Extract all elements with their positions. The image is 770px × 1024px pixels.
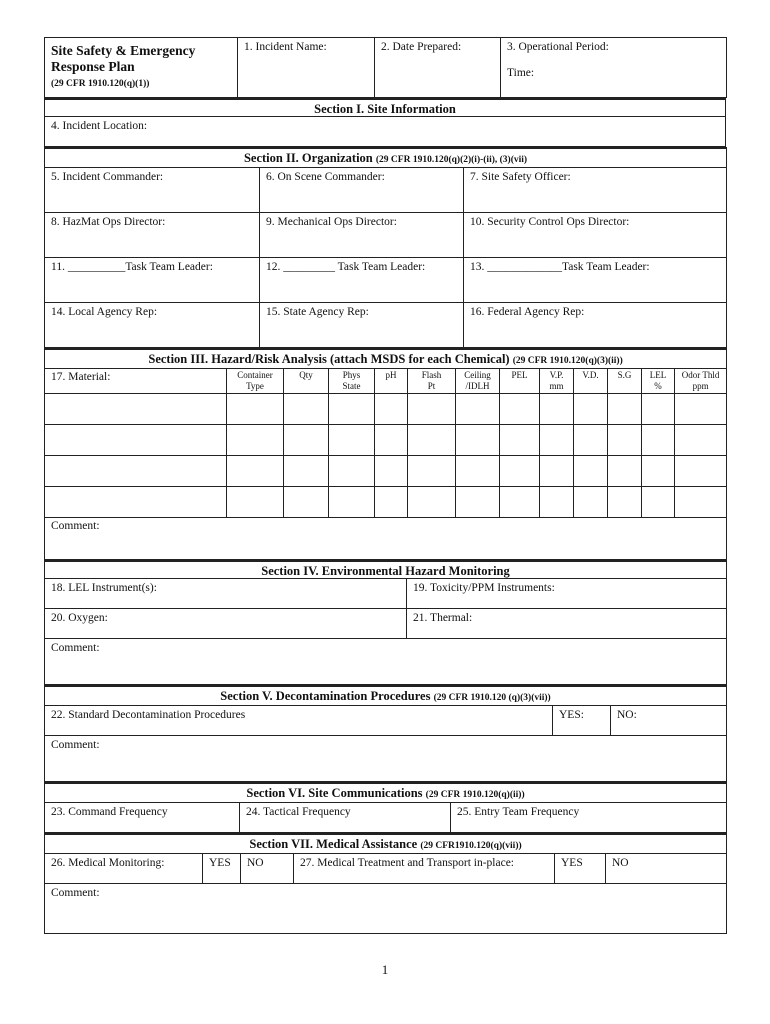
section-4-comment-field[interactable] [45, 639, 727, 685]
decon-no-label: NO: [617, 709, 637, 721]
section-5-comment-field[interactable] [45, 736, 727, 782]
mechanical-ops-director-label: 9. Mechanical Ops Director: [266, 216, 397, 228]
material-label: 17. Material: [45, 369, 227, 394]
form-title: Site Safety & Emergency Response Plan [51, 43, 196, 74]
monitoring-yes-checkbox[interactable] [203, 854, 241, 884]
col-qty: Qty [284, 369, 329, 394]
security-control-ops-director-label: 10. Security Control Ops Director: [470, 216, 630, 228]
col-lel-percent: LEL % [642, 369, 675, 394]
task-team-leader-12-field[interactable] [260, 258, 464, 303]
on-scene-commander-field[interactable] [260, 168, 464, 213]
medical-treatment-label: 27. Medical Treatment and Transport in-place: [300, 857, 514, 869]
treatment-yes-label: YES [561, 857, 583, 869]
section-2-table [44, 147, 727, 348]
incident-commander-field[interactable] [45, 168, 260, 213]
standard-decon-label: 22. Standard Decontamination Procedures [51, 709, 246, 721]
section-5-comment-label: Comment: [51, 739, 100, 751]
section-4-table [44, 560, 727, 685]
treatment-no-checkbox[interactable] [606, 854, 727, 884]
monitoring-no-checkbox[interactable] [241, 854, 294, 884]
decon-yes-checkbox[interactable] [553, 706, 611, 736]
section-6-citation: (29 CFR 1910.120(q)(ii)) [425, 790, 525, 800]
form-title-citation: (29 CFR 1910.120(q)(1)) [51, 79, 150, 89]
col-flash-pt: Flash Pt [408, 369, 456, 394]
incident-location-field[interactable] [45, 117, 726, 147]
tactical-frequency-field[interactable] [240, 803, 451, 833]
date-prepared-field[interactable] [375, 38, 501, 98]
material-row[interactable] [45, 487, 727, 518]
incident-commander-label: 5. Incident Commander: [51, 171, 164, 183]
thermal-field[interactable] [407, 609, 727, 639]
col-pel: PEL [500, 369, 540, 394]
task-team-leader-13-label: 13. _____________Task Team Leader: [470, 261, 650, 273]
section-4-comment-label: Comment: [51, 642, 100, 654]
state-agency-rep-label: 15. State Agency Rep: [266, 306, 369, 318]
oxygen-label: 20. Oxygen: [51, 612, 108, 624]
monitoring-no-label: NO [247, 857, 264, 869]
security-control-ops-director-field[interactable] [464, 213, 727, 258]
task-team-leader-12-label: 12. _________ Task Team Leader: [266, 261, 426, 273]
incident-location-label: 4. Incident Location: [51, 120, 148, 132]
task-team-leader-11-label: 11. __________Task Team Leader: [51, 261, 213, 273]
state-agency-rep-field[interactable] [260, 303, 464, 348]
section-6-title: Section VI. Site Communications (29 CFR 1910.120(q)(ii)) [45, 783, 727, 803]
time-label: Time: [507, 67, 535, 79]
col-phys-state: Phys State [329, 369, 375, 394]
section-1-title: Section I. Site Information [45, 99, 726, 117]
section-2-title: Section II. Organization (29 CFR 1910.120(q)(2)(i)-(ii), (3)(vii) [45, 148, 727, 168]
col-container-type: Container Type [227, 369, 284, 394]
section-2-citation: (29 CFR 1910.120(q)(2)(i)-(ii), (3)(vii) [375, 155, 528, 165]
local-agency-rep-label: 14. Local Agency Rep: [51, 306, 158, 318]
section-5-table [44, 685, 727, 782]
section-7-citation: (29 CFR1910.120(q)(vii)) [420, 841, 522, 851]
section-7-comment-field[interactable] [45, 884, 727, 934]
site-safety-officer-field[interactable] [464, 168, 727, 213]
section-5-citation: (29 CFR 1910.120 (q)(3)(vii)) [433, 693, 551, 703]
col-vd: V.D. [574, 369, 608, 394]
material-row[interactable] [45, 394, 727, 425]
incident-name-field[interactable] [238, 38, 375, 98]
col-ceiling-idlh: Ceiling /IDLH [456, 369, 500, 394]
tactical-frequency-label: 24. Tactical Frequency [246, 806, 351, 818]
standard-decon-field [45, 706, 553, 736]
section-3-comment-field[interactable] [45, 518, 727, 560]
section-4-title: Section IV. Environmental Hazard Monitoring [45, 561, 727, 579]
form-title-cell [45, 38, 238, 98]
section-3-comment-label: Comment: [51, 520, 100, 532]
command-frequency-field[interactable] [45, 803, 240, 833]
task-team-leader-11-field[interactable] [45, 258, 260, 303]
lel-instruments-label: 18. LEL Instrument(s): [51, 582, 157, 594]
treatment-yes-checkbox[interactable] [555, 854, 606, 884]
header-table [44, 37, 727, 98]
date-prepared-label: 2. Date Prepared: [381, 41, 462, 53]
mechanical-ops-director-field[interactable] [260, 213, 464, 258]
section-3-table [44, 348, 727, 560]
col-odor-thld-ppm: Odor Thld ppm [675, 369, 727, 394]
hazmat-ops-director-field[interactable] [45, 213, 260, 258]
local-agency-rep-field[interactable] [45, 303, 260, 348]
section-6-table [44, 782, 727, 833]
section-3-title: Section III. Hazard/Risk Analysis (attach MSDS for each Chemical) (29 CFR 1910.120(q)(3)(ii)) [45, 349, 727, 369]
oxygen-field[interactable] [45, 609, 407, 639]
treatment-no-label: NO [612, 857, 629, 869]
col-vp-mm: V.P. mm [540, 369, 574, 394]
federal-agency-rep-label: 16. Federal Agency Rep: [470, 306, 585, 318]
material-row[interactable] [45, 425, 727, 456]
site-safety-officer-label: 7. Site Safety Officer: [470, 171, 571, 183]
operational-period-field[interactable] [501, 38, 727, 98]
decon-no-checkbox[interactable] [611, 706, 727, 736]
federal-agency-rep-field[interactable] [464, 303, 727, 348]
section-3-citation: (29 CFR 1910.120(q)(3)(ii)) [512, 356, 623, 366]
lel-instruments-field[interactable] [45, 579, 407, 609]
col-sg: S.G [608, 369, 642, 394]
toxicity-instruments-label: 19. Toxicity/PPM Instruments: [413, 582, 555, 594]
command-frequency-label: 23. Command Frequency [51, 806, 168, 818]
section-7-comment-label: Comment: [51, 887, 100, 899]
hazmat-ops-director-label: 8. HazMat Ops Director: [51, 216, 166, 228]
entry-team-frequency-label: 25. Entry Team Frequency [457, 806, 580, 818]
section-7-title: Section VII. Medical Assistance (29 CFR1910.120(q)(vii)) [45, 834, 727, 854]
monitoring-yes-label: YES [209, 857, 231, 869]
section-1-table [44, 98, 726, 147]
on-scene-commander-label: 6. On Scene Commander: [266, 171, 385, 183]
material-row[interactable] [45, 456, 727, 487]
medical-monitoring-field [45, 854, 203, 884]
page-number: 1 [381, 962, 389, 977]
section-5-title: Section V. Decontamination Procedures (29 CFR 1910.120 (q)(3)(vii)) [45, 686, 727, 706]
operational-period-label: 3. Operational Period: [507, 41, 609, 53]
task-team-leader-13-field[interactable] [464, 258, 727, 303]
toxicity-instruments-field[interactable] [407, 579, 727, 609]
col-ph: pH [375, 369, 408, 394]
section-7-table [44, 833, 727, 934]
thermal-label: 21. Thermal: [413, 612, 473, 624]
medical-treatment-field [294, 854, 555, 884]
decon-yes-label: YES: [559, 709, 584, 721]
medical-monitoring-label: 26. Medical Monitoring: [51, 857, 165, 869]
entry-team-frequency-field[interactable] [451, 803, 727, 833]
site-safety-form [44, 37, 726, 934]
incident-name-label: 1. Incident Name: [244, 41, 327, 53]
